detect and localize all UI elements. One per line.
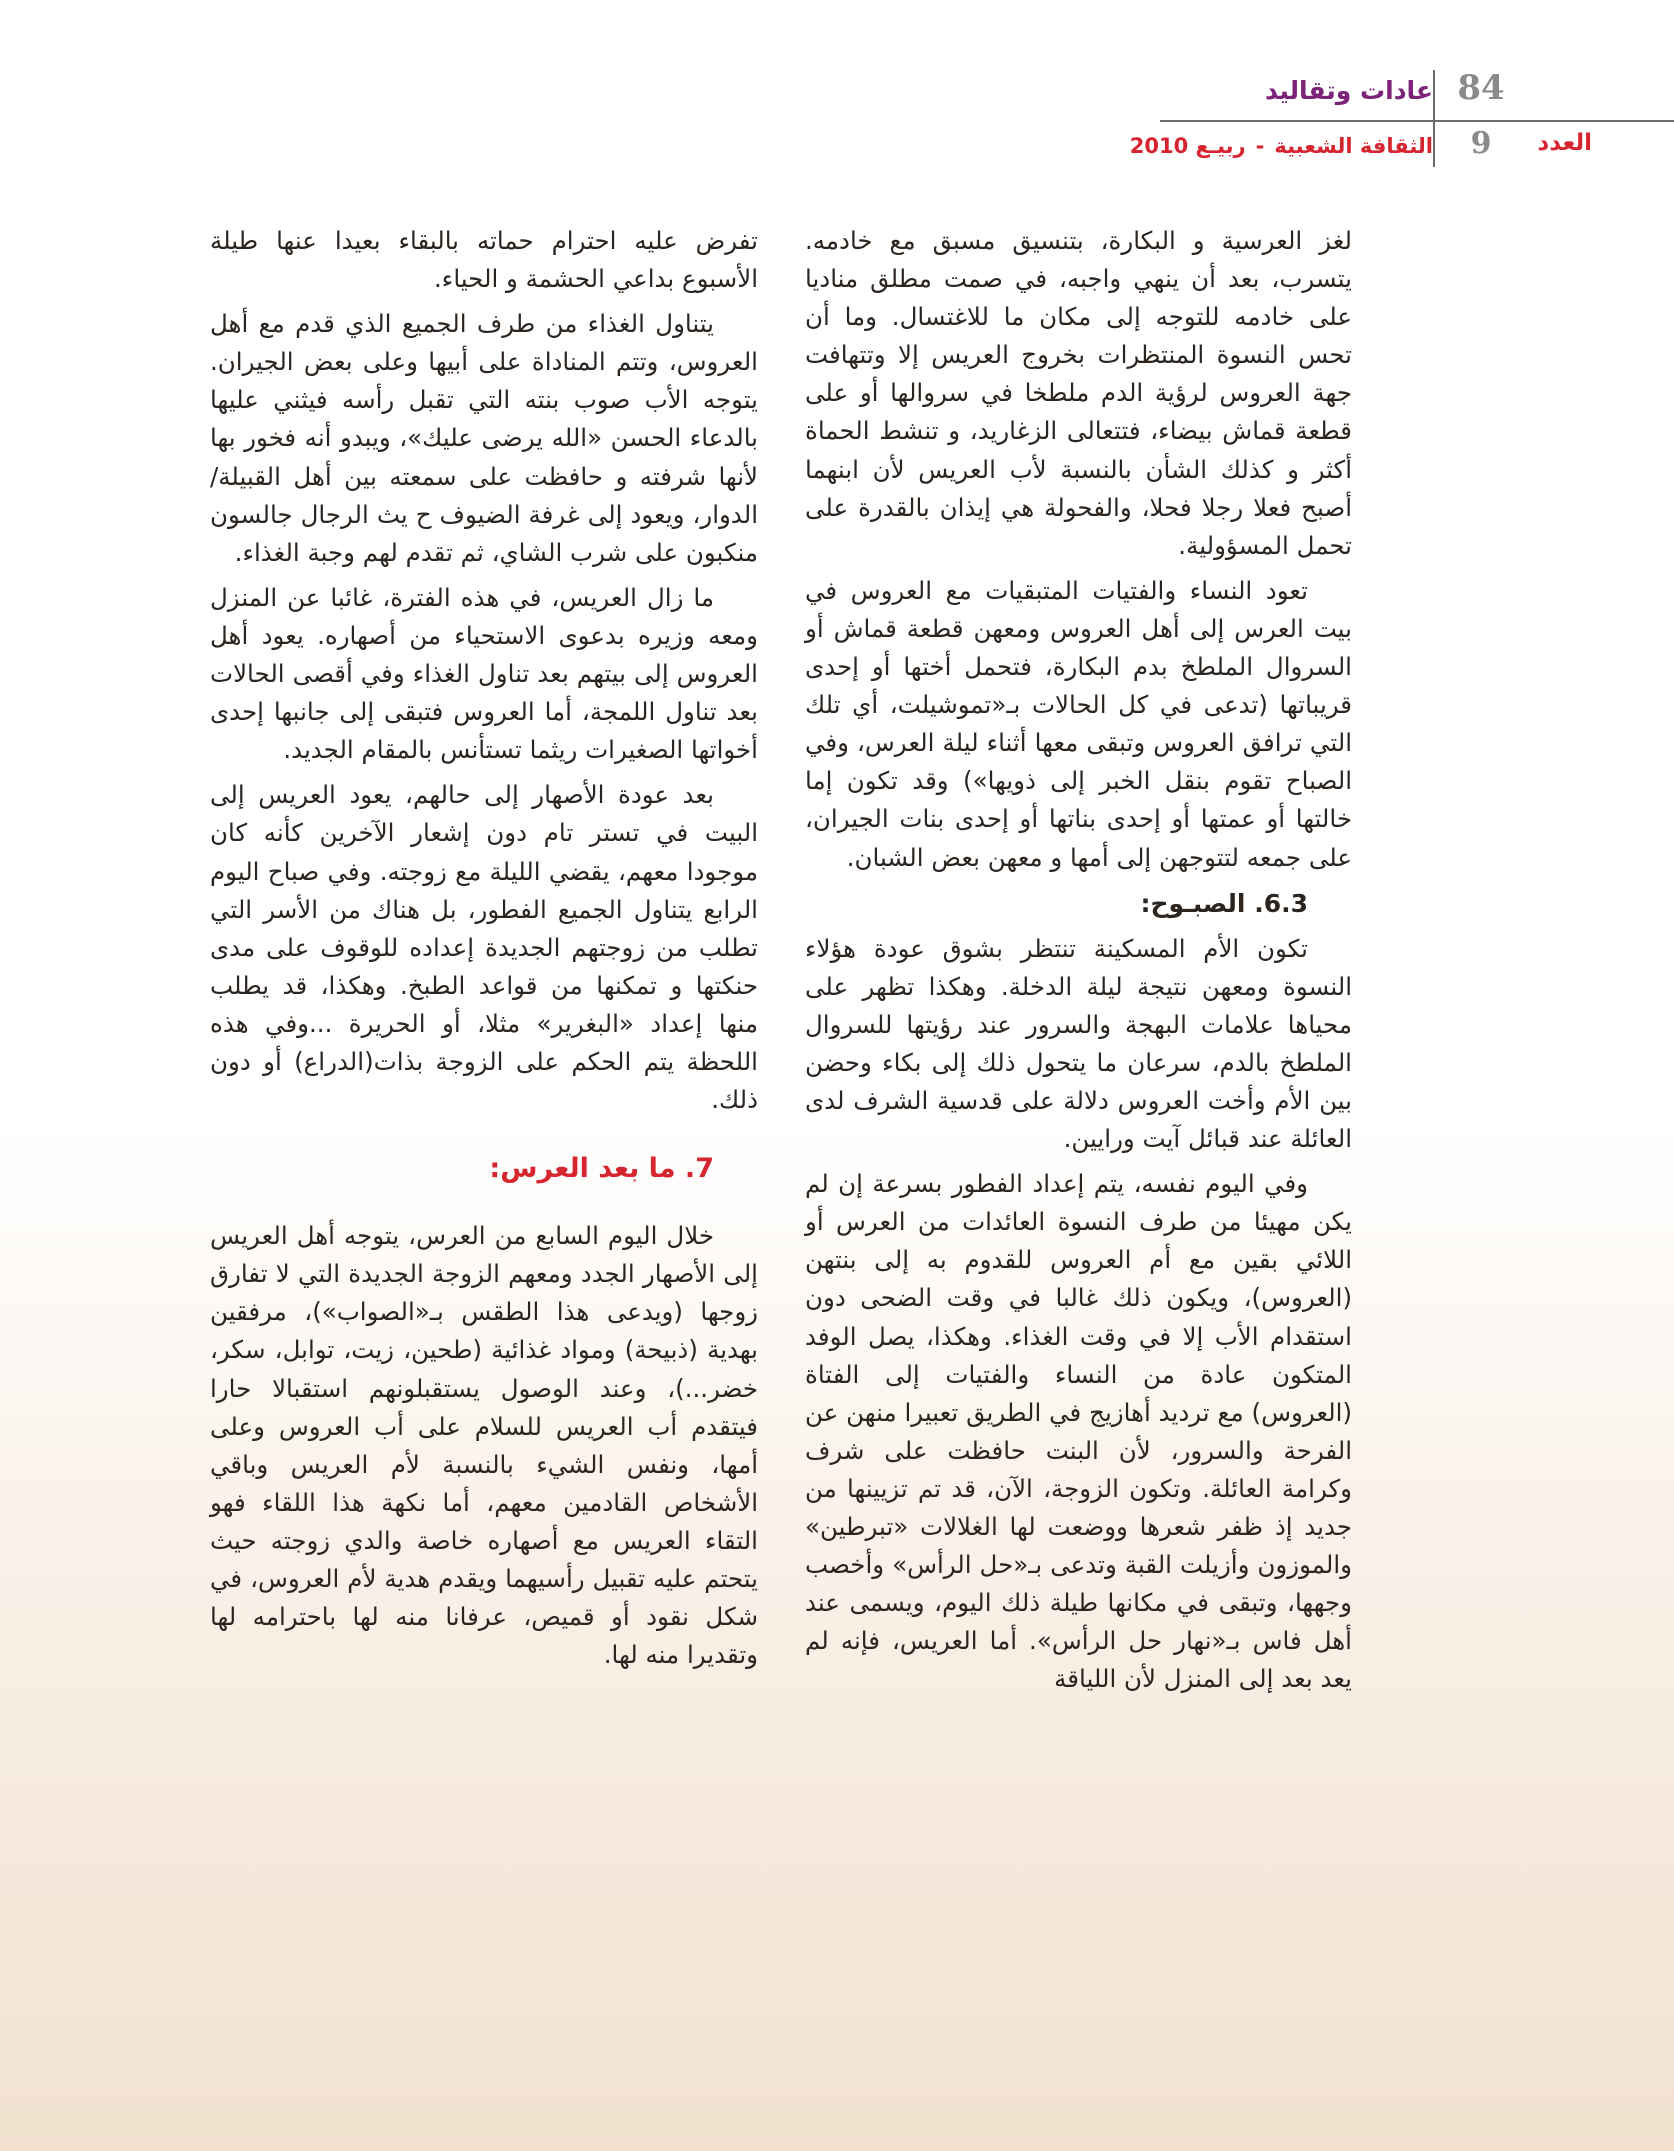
paragraph: يتناول الغذاء من طرف الجميع الذي قدم مع أهل العروس، وتتم المناداة على أبيها وعلى بعض الجيران. يتوجه الأب صوب بنته التي تقبل رأسه فيثني عليها بالدعاء الحسن «الله يرضى عليك»، ويبدو أنه فخور بها لأنها شرفته و حافظت على سمعته بين أهل القبيلة/الدوار، ويعود إلى غرفة الضيوف ح يث الرجال جالسون منكبون على شرب الشاي، ثم تقدم لهم وجبة الغذاء. xyxy=(210,309,758,567)
publication-name: الثقافة الشعبية xyxy=(1274,134,1433,158)
header-divider xyxy=(1433,70,1435,167)
right-column xyxy=(805,222,1352,1705)
publication-separator: - xyxy=(1255,134,1265,158)
paragraph: تعود النساء والفتيات المتبقيات مع العروس في بيت العرس إلى أهل العروس ومعهن قطعة قماش أو السروال الملطخ بدم البكارة، فتحمل أختها أو إحدى قريباتها (تدعى في كل الحالات بـ«تموشيلت، أي تلك التي ترافق العروس وتبقى معها أثناء ليلة العرس، وفي الصباح تقوم بنقل الخبر إلى ذويها») وقد تكون إما خالتها أو عمتها أو إحدى بناتها أو إحدى بنات الجيران، على جمعه لتتوجهن إلى أمها و معهن بعض الشبان. xyxy=(805,575,1352,872)
paragraph: ما زال العريس، في هذه الفترة، غائبا عن المنزل ومعه وزيره بدعوى الاستحياء من أصهاره. يعود أهل العروس إلى بيتهم بعد تناول الغذاء وفي أقصى الحالات بعد تناول اللمجة، أما العروس فتبقى إلى جانبها إحدى أخواتها الصغيرات ريثما تستأنس بالمقام الجديد. xyxy=(210,582,758,765)
paragraph: تفرض عليه احترام حماته بالبقاء بعيدا عنها طيلة الأسبوع بداعي الحشمة و الحياء. xyxy=(210,226,758,294)
paragraph: وفي اليوم نفسه، يتم إعداد الفطور بسرعة إن لم يكن مهيئا من طرف النسوة العائدات من العرس أو اللائي بقين مع أم العروس للقدوم به إلى بنتهن (العروس)، ويكون ذلك غالبا في وقت الضحى دون استقدام الأب إلا في وقت الغذاء. وهكذا، يصل الوفد المتكون عادة من النساء والفتيات إلى الفتاة (العروس) مع ترديد أهازيج في الطريق تعبيرا منهن عن الفرحة والسرور، لأن البنت حافظت على شرف وكرامة العائلة. وتكون الزوجة، الآن، قد تم تزيينها من جديد إذ ظفر شعرها ووضعت لها الغلالات «تبرطين» والموزون وأزيلت القبة وتدعى بـ«حل الرأس» وأخصب وجهها، وتبقى في مكانها طيلة ذلك اليوم، ويسمى عند أهل فاس بـ«نهار حل الرأس». أما العريس، فإنه لم يعد بعد إلى المنزل لأن اللياقة xyxy=(805,1169,1352,1694)
paragraph: بعد عودة الأصهار إلى حالهم، يعود العريس إلى البيت في تستر تام دون إشعار الآخرين كأنه كان موجودا معهم، يقضي الليلة مع زوجته. وفي صباح اليوم الرابع يتناول الجميع الفطور، بل هناك من الأسر التي تطلب من زوجتهم الجديدة إعداده للوقوف على مدى حنكتها و تمكنها من قواعد الطبخ. وهكذا، قد يطلب منها إعداد «البغرير» مثلا، أو الحريرة ...وفي هذه اللحظة يتم الحكم على الزوجة بذات(الدراع) أو دون ذلك. xyxy=(210,780,758,1115)
publication-line xyxy=(1130,134,1433,158)
issue-number: 9 xyxy=(1470,126,1492,161)
paragraph: خلال اليوم السابع من العرس، يتوجه أهل العريس إلى الأصهار الجدد ومعهم الزوجة الجديدة التي لا تفارق زوجها (ويدعى هذا الطقس بـ«الصواب»)، مرفقين بهدية (ذبيحة) ومواد غذائية (طحين، زيت، توابل، سكر، خضر...)، وعند الوصول يستقبلونهم استقبالا حارا فيتقدم أب العريس للسلام على أب العروس وعلى أمها، ونفس الشيء بالنسبة لأم العريس وباقي الأشخاص القادمين معهم، أما نكهة هذا اللقاء فهو التقاء العريس مع أصهاره خاصة والدي زوجته حيث يتحتم عليه تقبيل رأسيهما ويقدم هدية لأم العروس، في شكل نقود أو قميص، عرفانا منه لها باحترامه لها وتقديرا منه لها. xyxy=(210,1221,758,1670)
section-title: عادات وتقاليد xyxy=(1264,76,1433,105)
issue-label: العدد xyxy=(1537,130,1592,156)
publication-season: ربيـع 2010 xyxy=(1129,134,1246,158)
page-number: 84 xyxy=(1457,68,1505,108)
section-heading: 7. ما بعد العرس: xyxy=(489,1153,714,1185)
header-rule xyxy=(1160,120,1674,122)
left-column xyxy=(210,222,758,1681)
paragraph: تكون الأم المسكينة تنتظر بشوق عودة هؤلاء النسوة ومعهن نتيجة ليلة الدخلة. وهكذا تظهر على محياها علامات البهجة والسرور عند رؤيتها للسروال الملطخ بالدم، سرعان ما يتحول ذلك إلى بكاء وحضن بين الأم وأخت العروس دلالة على قدسية الشرف لدى العائلة عند قبائل آيت ورايين. xyxy=(805,933,1352,1154)
subsection-heading: 6.3. الصبـوح: xyxy=(1140,888,1308,918)
paragraph: لغز العرسية و البكارة، بتنسيق مسبق مع خادمه. يتسرب، بعد أن ينهي واجبه، في صمت مطلق مناديا على خادمه للتوجه إلى مكان ما للاغتسال. وما أن تحس النسوة المنتظرات بخروج العريس إلا وتتهافت جهة العروس لرؤية الدم ملطخا في سروالها أو على قطعة قماش بيضاء، فتتعالى الزغاريد، و تنشط الحماة أكثر و كذلك الشأن بالنسبة لأب العريس لأن ابنهما أصبح فعلا رجلا فحلا، والفحولة هي إيذان بالقدرة على تحمل المسؤولية. xyxy=(805,226,1352,560)
